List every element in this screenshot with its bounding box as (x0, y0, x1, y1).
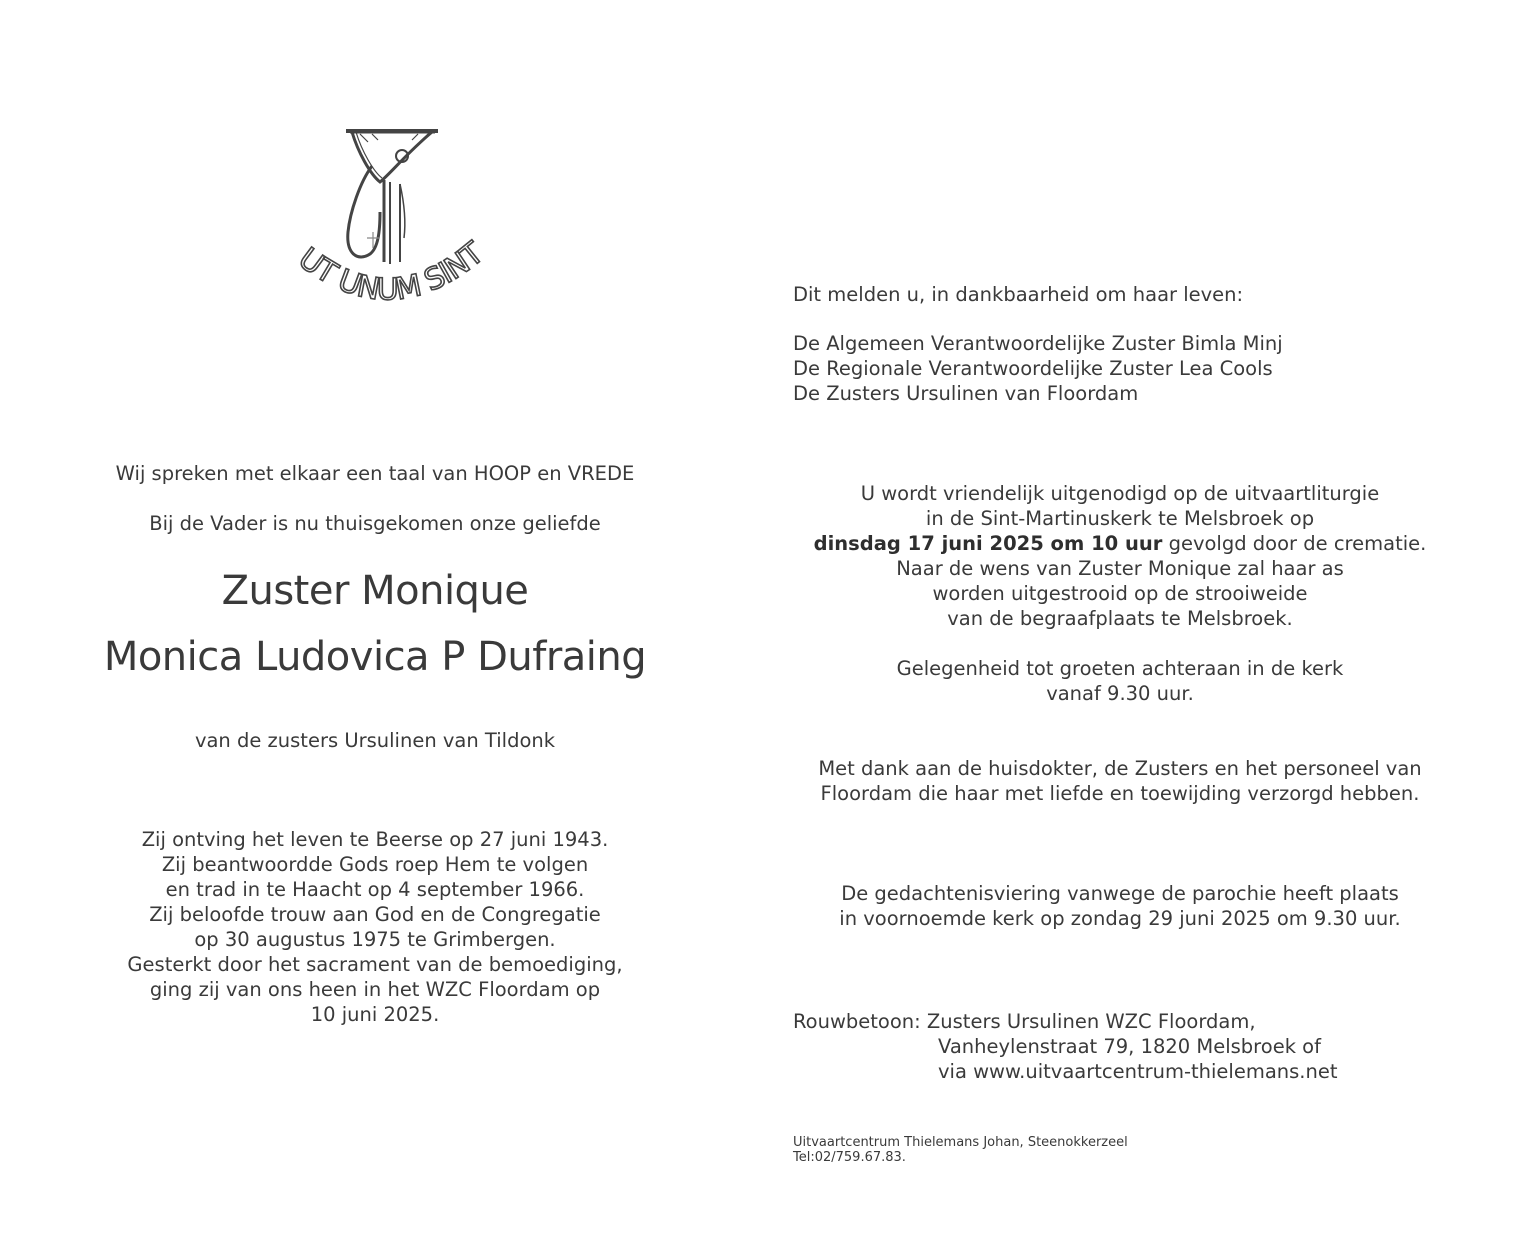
bio-line: Zij beantwoordde Gods roep Hem te volgen (161, 853, 589, 876)
condolence-line: Vanheylenstraat 79, 1820 Melsbroek of (938, 1035, 1321, 1058)
intro-text: Wij spreken met elkaar een taal van HOOP en VREDE (115, 462, 635, 485)
announcement-intro: Dit melden u, in dankbaarheid om haar leven: (793, 283, 1244, 306)
bio-line: ging zij van ons heen in het WZC Floordam op (149, 978, 601, 1001)
emblem-graphic (280, 122, 495, 322)
condolence-line: Rouwbetoon: Zusters Ursulinen WZC Floordam, (793, 1010, 1256, 1033)
biography (60, 827, 690, 1027)
invitation-line: in de Sint-Martinuskerk te Melsbroek op (925, 507, 1315, 530)
condolence-website: via www.uitvaartcentrum-thielemans.net (938, 1060, 1338, 1083)
bio-line: Zij beloofde trouw aan God en de Congregatie (149, 903, 601, 926)
funeral-invitation (790, 481, 1450, 631)
deceased-full-name: Monica Ludovica P Dufraing (103, 634, 647, 680)
thanks-line: Floordam die haar met liefde en toewijding verzorgd hebben. (820, 782, 1420, 805)
bio-line: en trad in te Haacht op 4 september 1966. (165, 878, 585, 901)
bio-line: Gesterkt door het sacrament van de bemoediging, (127, 953, 623, 976)
svg-text:UT UNUM SINT (292, 235, 491, 307)
homecoming-text: Bij de Vader is nu thuisgekomen onze geliefde (149, 512, 601, 535)
greeting-line: vanaf 9.30 uur. (1046, 682, 1194, 705)
memorial-line: in voornoemde kerk op zondag 29 juni 2025 om 9.30 uur. (839, 907, 1401, 930)
invitation-line: Naar de wens van Zuster Monique zal haar as (896, 557, 1344, 580)
thanks-line: Met dank aan de huisdokter, de Zusters en het personeel van (818, 757, 1422, 780)
invitation-line: U wordt vriendelijk uitgenodigd op de uitvaartliturgie (860, 482, 1380, 505)
congregation-text: van de zusters Ursulinen van Tildonk (194, 729, 556, 752)
funeral-home-footer (793, 1135, 1128, 1165)
invitation-line: worden uitgestrooid op de strooiweide (932, 582, 1308, 605)
greeting-line: Gelegenheid tot groeten achteraan in de kerk (896, 657, 1344, 680)
announcer-item: De Algemeen Verantwoordelijke Zuster Bimla Minj (793, 332, 1283, 355)
announcers-list (793, 331, 1283, 406)
memorial-service (790, 881, 1450, 931)
announcer-item: De Zusters Ursulinen van Floordam (793, 382, 1139, 405)
invitation-date-line (790, 531, 1450, 556)
deceased-religious-name: Zuster Monique (221, 568, 529, 614)
ursulines-emblem-icon (280, 122, 495, 322)
thanks-text (790, 756, 1450, 806)
funeral-home-name: Uitvaartcentrum Thielemans Johan, Steenokkerzeel (793, 1135, 1128, 1150)
greeting-info (790, 656, 1450, 706)
memorial-line: De gedachtenisviering vanwege de parochie heeft plaats (841, 882, 1399, 905)
condolence-address (793, 1009, 1338, 1084)
bio-line: 10 juni 2025. (310, 1003, 440, 1026)
funeral-date: dinsdag 17 juni 2025 om 10 uur (813, 532, 1163, 555)
cremation-note: gevolgd door de crematie. (1162, 532, 1427, 555)
funeral-home-phone: Tel:02/759.67.83. (793, 1150, 906, 1165)
announcer-item: De Regionale Verantwoordelijke Zuster Lea Cools (793, 357, 1273, 380)
emblem-motto: UT UNUM SINT (291, 236, 490, 308)
bio-line: Zij ontving het leven te Beerse op 27 juni 1943. (141, 828, 609, 851)
bio-line: op 30 augustus 1975 te Grimbergen. (194, 928, 556, 951)
invitation-line: van de begraafplaats te Melsbroek. (947, 607, 1293, 630)
